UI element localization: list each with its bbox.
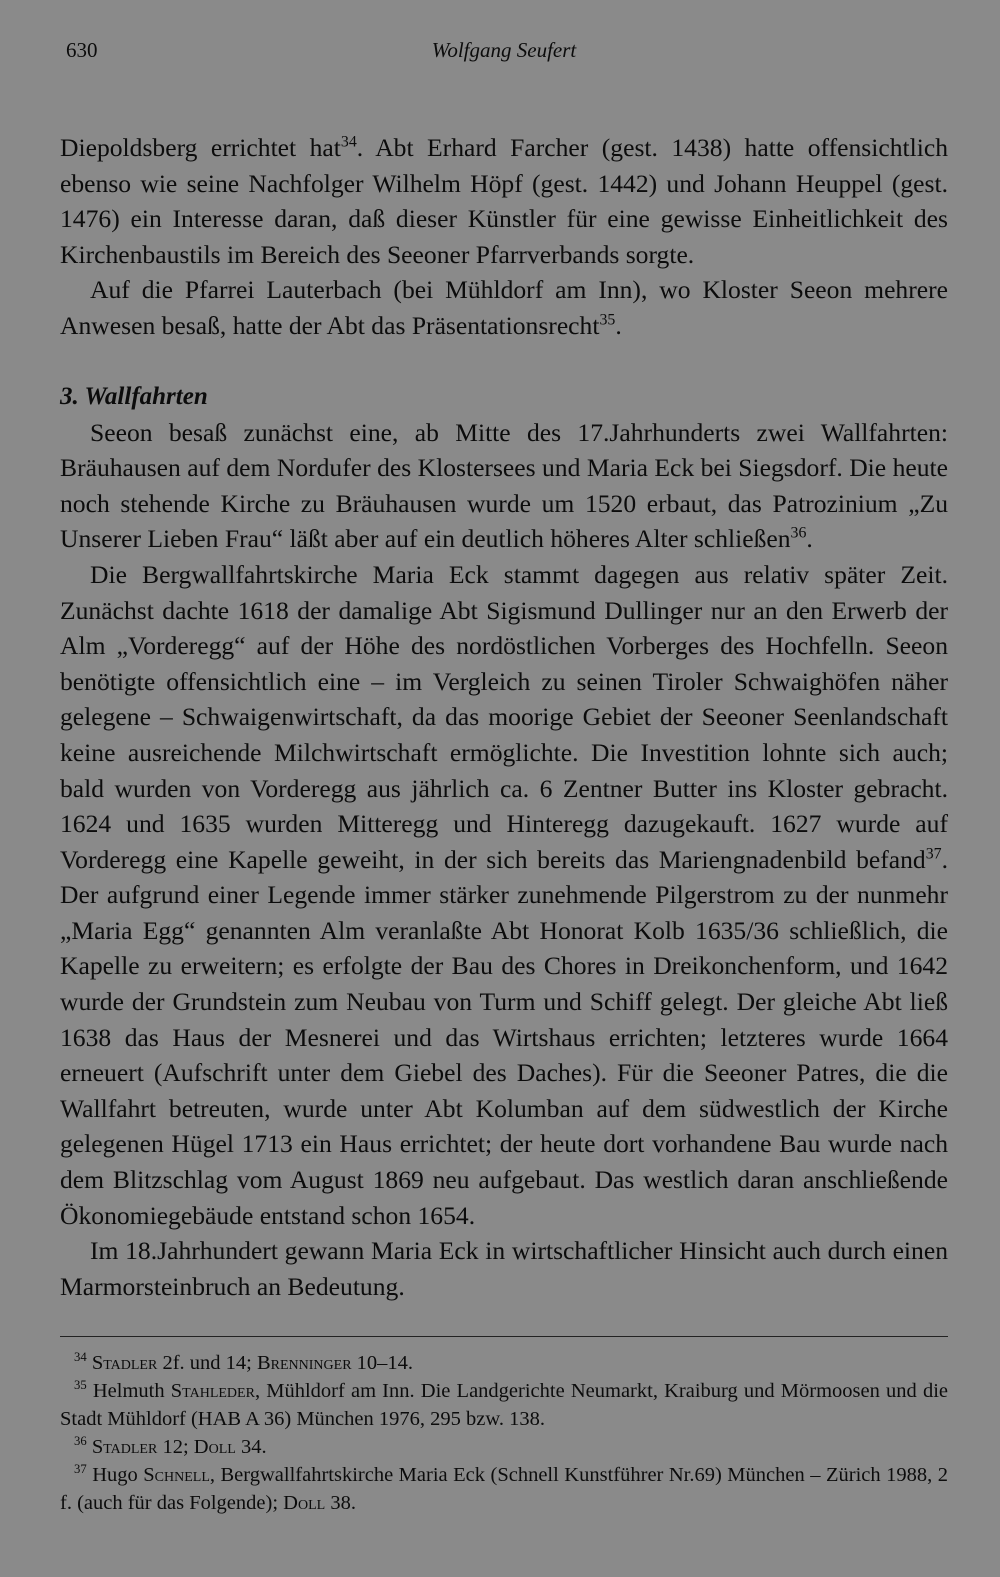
footnote-text	[92, 1352, 413, 1374]
footnote-ref[interactable]: 34	[340, 133, 357, 151]
author-name: Doll	[283, 1492, 326, 1515]
paragraph-text: . Abt Erhard Farcher (gest. 1438) hatte offensichtlich ebenso wie seine Nachfolger Wilhelm Höpf (gest. 1442) und Johann Heuppel (gest. 1476) ein Interesse daran, daß dieser Künstler für eine gewisse Einheitlichkeit des Kirchenbaustils im Bereich des Seeoner Pfarrverbands sorgte.	[60, 133, 949, 269]
footnote-segment: Helmuth	[92, 1380, 171, 1403]
author-name: Brenninger	[256, 1352, 352, 1375]
footnote-text	[60, 1380, 948, 1430]
author-name: Doll	[193, 1436, 236, 1459]
footnote-ref[interactable]: 37	[925, 845, 942, 863]
footnote-divider	[60, 1336, 948, 1337]
paragraph	[60, 557, 948, 1233]
book-page	[60, 30, 948, 1517]
running-title: Wolfgang Seufert	[431, 38, 577, 62]
footnote-segment: 2f. und 14;	[157, 1352, 257, 1375]
footnote-number: 35	[74, 1378, 87, 1393]
footnote-ref[interactable]: 35	[599, 311, 616, 329]
section-heading: 3. Wallfahrten	[60, 382, 208, 410]
footnote-segment: 12;	[157, 1436, 194, 1459]
paragraph-text: Diepoldsberg errichtet hat	[60, 133, 341, 162]
footnotes	[60, 1349, 948, 1517]
author-name: Stadler	[91, 1436, 158, 1459]
footnote	[60, 1461, 948, 1517]
paragraph	[60, 272, 948, 343]
footnote-text	[92, 1436, 267, 1458]
footnote	[60, 1433, 948, 1461]
paragraph	[60, 1233, 948, 1304]
author-name: Stahleder	[170, 1380, 255, 1403]
paragraph-text: .	[806, 524, 813, 554]
paragraph-text: Im 18.Jahrhundert gewann Maria Eck in wirtschaftlicher Hinsicht auch durch einen Marmorsteinbruch an Bedeutung.	[60, 1236, 948, 1301]
paragraph	[60, 130, 948, 272]
footnote-text	[60, 1464, 948, 1514]
body-text	[60, 130, 948, 1304]
running-head	[60, 30, 948, 74]
page-number: 630	[66, 38, 98, 62]
paragraph-text: .	[615, 310, 622, 340]
footnote-number: 36	[74, 1434, 87, 1449]
paragraph-text: Seeon besaß zunächst eine, ab Mitte des 17.Jahrhunderts zwei Wallfahrten: Bräuhausen auf dem Nordufer des Klostersees und Maria Eck bei Siegsdorf. Die heute noch stehende Kirche zu Bräuhausen wurde um 1520 erbaut, das Patrozinium „Zu Unserer Lieben Frau“ läßt aber auf ein deutlich höheres Alter schließen	[60, 417, 948, 554]
paragraph	[60, 415, 948, 557]
footnote-segment: , Bergwallfahrtskirche Maria Eck (Schnell Kunstführer Nr.69) München – Zürich 1988, 2 f. (auch für das Folgende);	[60, 1464, 948, 1515]
paragraph-text: . Der aufgrund einer Legende immer stärker zunehmende Pilgerstrom zu der nunmehr „Maria Egg“ genannten Alm veranlaßte Abt Honorat Kolb 1635/36 schließlich, die Kapelle zu erweitern; es erfolgte der Bau des Chores in Dreikonchenform, und 1642 wurde der Grundstein zum Neubau von Turm und Schiff gelegt. Der gleiche Abt ließ 1638 das Haus der Mesnerei und das Wirtshaus errichten; letzteres wurde 1664 erneuert (Aufschrift unter dem Giebel des Daches). Für die Seeoner Patres, die die Wallfahrt betreuten, wurde unter Abt Kolumban auf dem südwestlich der Kirche gelegenen Hügel 1713 ein Haus errichtet; der heute dort vorhandene Bau wurde nach dem Blitzschlag vom August 1869 neu aufgebaut. Das westlich daran anschließende Ökonomiegebäude entstand schon 1654.	[60, 844, 948, 1230]
footnote-segment: , Mühldorf am Inn. Die Landgerichte Neumarkt, Kraiburg und Mörmoosen und die Stadt Mühldorf (HAB A 36) München 1976, 295 bzw. 138.	[60, 1380, 949, 1431]
footnote-number: 34	[74, 1350, 87, 1365]
paragraph-text: Auf die Pfarrei Lauterbach (bei Mühldorf am Inn), wo Kloster Seeon mehrere Anwesen besaß, hatte der Abt das Präsentationsrecht	[60, 275, 948, 340]
paragraph-text: Die Bergwallfahrtskirche Maria Eck stammt dagegen aus relativ später Zeit. Zunächst dachte 1618 der damalige Abt Sigismund Dullinger nur an den Erwerb der Alm „Vorderegg“ auf der Höhe des nordöstlichen Vorberges des Hochfelln. Seeon benötigte offensichtlich eine – im Vergleich zu seinen Tiroler Schwaighöfen näher gelegene – Schwaigenwirtschaft, da das moorige Gebiet der Seeoner Seenlandschaft keine ausreichende Milchwirtschaft ermöglichte. Die Investition lohnte sich auch; bald wurden von Vorderegg aus jährlich ca. 6 Zentner Butter ins Kloster gebracht. 1624 und 1635 wurden Mitteregg und Hinteregg dazugekauft. 1627 wurde auf Vorderegg eine Kapelle geweiht, in der sich bereits das Mariengnadenbild befand	[60, 559, 948, 874]
author-name: Stadler	[91, 1352, 158, 1375]
footnote-segment: 34.	[235, 1436, 267, 1459]
footnote-segment: 38.	[325, 1492, 356, 1515]
footnote-segment: 10–14.	[351, 1352, 414, 1375]
footnote	[60, 1349, 948, 1377]
author-name: Schnell	[143, 1464, 210, 1487]
footnote	[60, 1377, 948, 1433]
footnote-number: 37	[74, 1462, 87, 1477]
footnote-ref[interactable]: 36	[790, 524, 807, 542]
footnote-segment: Hugo	[92, 1464, 144, 1487]
